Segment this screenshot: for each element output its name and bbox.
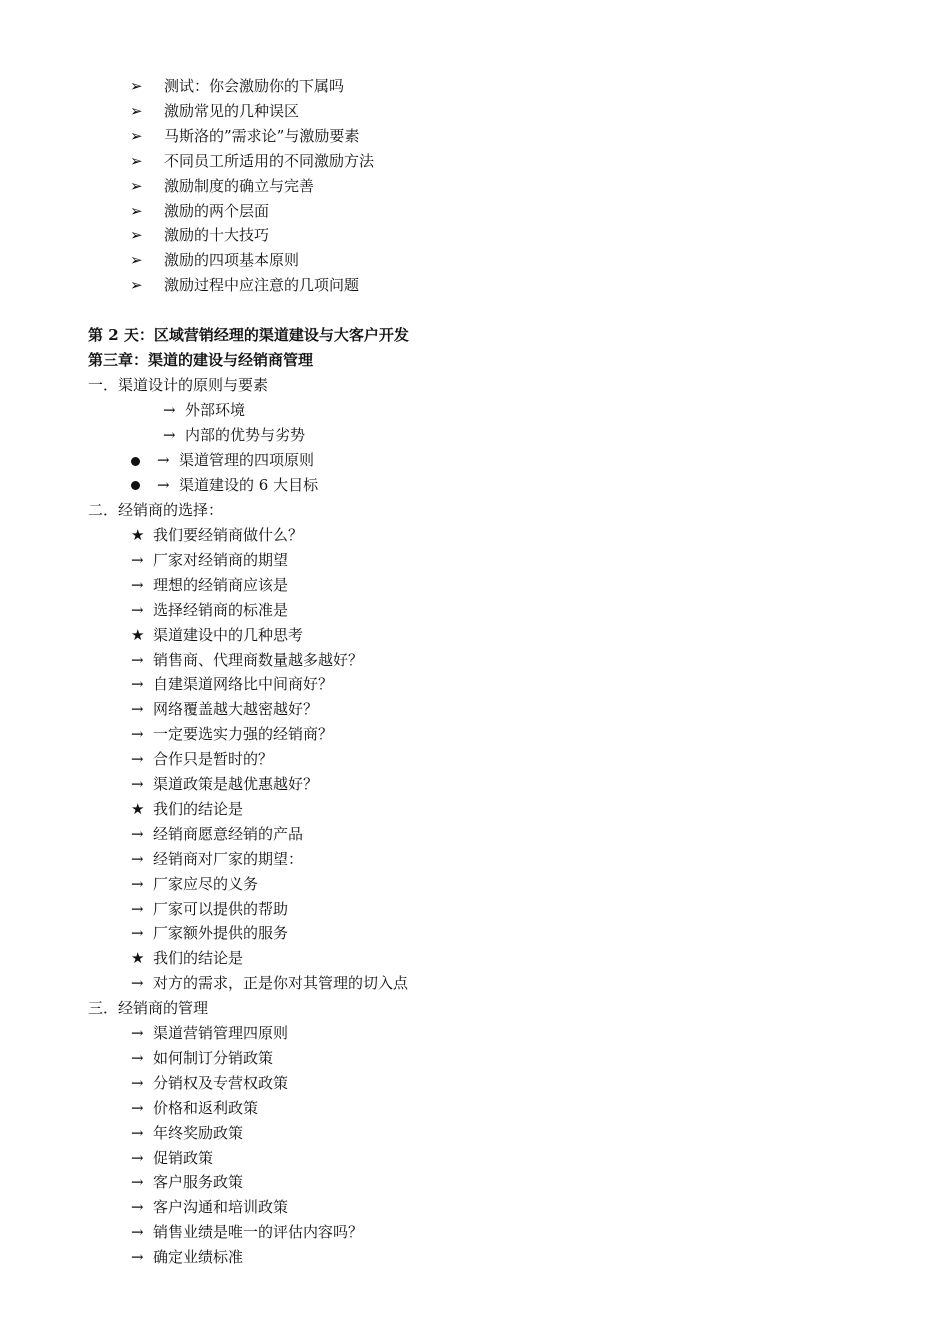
arrow-icon: → (131, 824, 144, 843)
list-item-text: 厂家可以提供的帮助 (153, 899, 289, 918)
list-item-text: 网络覆盖越大越密越好？ (153, 700, 319, 719)
section2-item (131, 847, 303, 872)
section2-item (131, 697, 318, 722)
section2-item (131, 897, 288, 922)
arrow-icon: → (131, 700, 144, 719)
arrow-icon: → (131, 1148, 144, 1167)
arrow-icon: → (131, 600, 144, 619)
section1-arrow-item (163, 423, 305, 448)
triangle-bullet-icon: ➢ (130, 77, 143, 95)
arrow-icon: → (157, 451, 170, 469)
list-item-text: 如何制订分销政策 (153, 1048, 274, 1067)
section3-item (131, 1046, 273, 1071)
arrow-icon: → (131, 1123, 144, 1142)
top-list-item (130, 199, 269, 224)
triangle-bullet-icon: ➢ (130, 101, 143, 120)
list-item-text: 激励常见的几种误区 (164, 101, 300, 120)
arrow-icon: → (131, 1073, 144, 1092)
section2-item (131, 822, 303, 847)
section3-title: 三．经销商的管理 (88, 999, 209, 1017)
section2-item (131, 722, 333, 747)
top-list-item (130, 248, 299, 273)
arrow-icon: → (157, 475, 170, 494)
section2-item (131, 971, 408, 996)
list-item-text: 客户沟通和培训政策 (153, 1198, 289, 1217)
section2-item (131, 648, 363, 673)
list-item-text: 经销商愿意经销的产品 (153, 824, 304, 843)
top-list-item (130, 273, 359, 298)
arrow-icon: → (163, 425, 176, 444)
arrow-icon: → (131, 750, 144, 769)
section2-item (131, 797, 243, 822)
list-item-text: 渠道建设的 6 大目标 (179, 475, 319, 494)
section2-title: 二．经销商的选择： (88, 501, 224, 519)
star-icon: ★ (131, 625, 145, 644)
star-icon: ★ (131, 526, 145, 544)
section3-item (131, 1121, 243, 1146)
triangle-bullet-icon: ➢ (130, 201, 143, 220)
list-item-text: 理想的经销商应该是 (153, 575, 289, 594)
list-item-text: 经销商对厂家的期望： (153, 849, 304, 868)
arrow-icon: → (131, 1048, 144, 1067)
list-item-text: 年终奖励政策 (153, 1123, 244, 1142)
section2-item (131, 946, 243, 971)
list-item-text: 马斯洛的”需求论”与激励要素 (164, 126, 360, 145)
top-list-item (130, 174, 314, 199)
triangle-bullet-icon: ➢ (130, 226, 143, 245)
arrow-icon: → (131, 974, 144, 993)
chapter3-heading: 第三章：渠道的建设与经销商管理 (88, 351, 314, 369)
arrow-icon: → (131, 550, 144, 569)
list-item-text: 渠道建设中的几种思考 (153, 625, 304, 644)
star-icon: ★ (131, 799, 145, 818)
list-item-text: 价格和返利政策 (153, 1098, 259, 1117)
section2-item (131, 921, 288, 946)
star-icon: ★ (131, 949, 145, 968)
section3-item (131, 1021, 288, 1046)
arrow-icon: → (131, 1248, 144, 1267)
day2-heading: 第 2 天：区域营销经理的渠道建设与大客户开发 (88, 326, 409, 344)
list-item-text: 选择经销商的标准是 (153, 600, 289, 619)
section2-item (131, 872, 258, 897)
arrow-icon: → (131, 1098, 144, 1117)
section2-item (131, 598, 288, 623)
list-item-text: 渠道管理的四项原则 (179, 451, 315, 469)
triangle-bullet-icon: ➢ (130, 176, 143, 195)
list-item-text: 不同员工所适用的不同激励方法 (164, 151, 375, 170)
list-item-text: 一定要选实力强的经销商？ (153, 725, 334, 744)
section2-item (131, 672, 333, 697)
list-item-text: 自建渠道网络比中间商好？ (153, 675, 334, 694)
list-item-text: 厂家额外提供的服务 (153, 924, 289, 943)
arrow-icon: → (131, 1173, 144, 1192)
arrow-icon: → (131, 1198, 144, 1217)
top-list-item (130, 99, 299, 124)
triangle-bullet-icon: ➢ (130, 151, 143, 170)
bullet-dot-icon (131, 457, 140, 466)
arrow-icon: → (131, 575, 144, 594)
arrow-icon: → (131, 1223, 144, 1242)
section1-arrow-item (163, 398, 245, 423)
arrow-icon: → (131, 675, 144, 694)
section1-bullet-item (131, 473, 318, 498)
list-item-text: 对方的需求，正是你对其管理的切入点 (153, 974, 409, 993)
list-item-text: 合作只是暂时的？ (153, 750, 274, 769)
arrow-icon: → (131, 650, 144, 669)
top-list-item (130, 124, 359, 149)
top-list-item (130, 74, 344, 99)
list-item-text: 测试：你会激励你的下属吗 (164, 77, 345, 95)
triangle-bullet-icon: ➢ (130, 251, 143, 270)
arrow-icon: → (131, 899, 144, 918)
list-item-text: 厂家对经销商的期望 (153, 550, 289, 569)
section3-item (131, 1096, 258, 1121)
section3-item (131, 1195, 288, 1220)
list-item-text: 激励的十大技巧 (164, 226, 270, 245)
arrow-icon: → (131, 924, 144, 943)
bullet-dot-icon (131, 481, 140, 490)
list-item-text: 激励过程中应注意的几项问题 (164, 276, 360, 295)
section3-item (131, 1071, 288, 1096)
arrow-icon: → (131, 849, 144, 868)
triangle-bullet-icon: ➢ (130, 276, 143, 295)
list-item-text: 渠道营销管理四原则 (153, 1024, 289, 1042)
list-item-text: 分销权及专营权政策 (153, 1073, 289, 1092)
list-item-text: 外部环境 (185, 401, 246, 419)
section3-item (131, 1220, 363, 1245)
top-list-item (130, 149, 374, 174)
section2-item (131, 772, 318, 797)
arrow-icon: → (131, 725, 144, 744)
section2-item (131, 523, 303, 548)
triangle-bullet-icon: ➢ (130, 126, 143, 145)
list-item-text: 我们要经销商做什么？ (153, 526, 304, 544)
list-item-text: 渠道政策是越优惠越好？ (153, 775, 319, 793)
section3-item (131, 1170, 243, 1195)
list-item-text: 促销政策 (153, 1148, 214, 1167)
arrow-icon: → (131, 1024, 144, 1042)
section1-title: 一．渠道设计的原则与要素 (88, 376, 269, 394)
section2-item (131, 623, 303, 648)
section1-bullet-item (131, 448, 314, 473)
section2-item (131, 747, 273, 772)
list-item-text: 厂家应尽的义务 (153, 874, 259, 893)
list-item-text: 激励制度的确立与完善 (164, 176, 315, 195)
arrow-icon: → (163, 401, 176, 419)
list-item-text: 确定业绩标准 (153, 1248, 244, 1267)
section2-item (131, 548, 288, 573)
list-item-text: 激励的两个层面 (164, 201, 270, 220)
list-item-text: 激励的四项基本原则 (164, 251, 300, 270)
list-item-text: 我们的结论是 (153, 949, 244, 968)
arrow-icon: → (131, 874, 144, 893)
section3-item (131, 1245, 243, 1270)
arrow-icon: → (131, 775, 144, 793)
top-list-item (130, 223, 269, 248)
section2-item (131, 573, 288, 598)
list-item-text: 客户服务政策 (153, 1173, 244, 1192)
list-item-text: 销售商、代理商数量越多越好？ (153, 650, 364, 669)
list-item-text: 内部的优势与劣势 (185, 425, 306, 444)
section3-item (131, 1146, 213, 1171)
list-item-text: 销售业绩是唯一的评估内容吗？ (153, 1223, 364, 1242)
list-item-text: 我们的结论是 (153, 799, 244, 818)
